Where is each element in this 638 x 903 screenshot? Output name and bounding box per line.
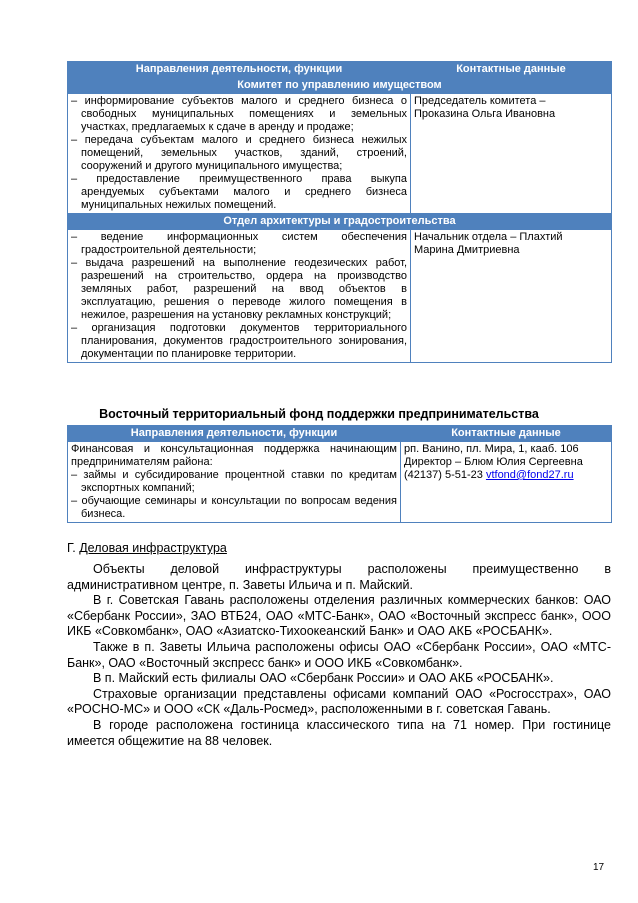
header-functions: Направления деятельности, функции	[68, 426, 401, 442]
contact-cell	[411, 230, 612, 363]
section-title: Деловая инфраструктура	[79, 541, 227, 555]
header-contacts: Контактные данные	[401, 426, 612, 442]
contact-person: Проказина Ольга Ивановна	[414, 108, 556, 120]
fond-title: Восточный территориальный фонд поддержки предпринимательства	[99, 407, 539, 421]
section-title-property-committee: Комитет по управлению имуществом	[68, 78, 612, 94]
contact-position: Начальник отдела – Плахтий	[414, 231, 563, 243]
section-letter: Г.	[67, 541, 76, 555]
section-heading	[67, 541, 227, 555]
contact-cell	[401, 442, 612, 523]
function-item: – обучающие семинары и консультации по вопросам ведения бизнеса.	[71, 495, 397, 521]
contact-cell	[411, 94, 612, 214]
functions-cell	[68, 94, 411, 214]
page-number: 17	[593, 862, 605, 873]
function-item: – займы и субсидирование процентной ставки по кредитам экспортных компаний;	[71, 469, 397, 495]
departments-table	[67, 61, 612, 363]
paragraph: Страховые организации представлены офисами компаний ОАО «Росгосстрах», ОАО «РОСНО-МС» и ООО «СК «Даль-Росмед», расположенными в г. советская Гавань.	[67, 686, 611, 717]
contact-address: рп. Ванино, пл. Мира, 1, кааб. 106	[404, 443, 579, 455]
contact-director: Директор – Блюм Юлия Сергеевна	[404, 456, 583, 468]
functions-cell	[68, 442, 401, 523]
paragraph: В г. Советская Гавань расположены отделения различных коммерческих банков: ОАО «Сбербанк России», ЗАО ВТБ24, ОАО «МТС-Банк», ОАО «Восточный экспресс банк», ООО ИКБ «Совкомбанк», ОАО «Азиатско-Тихоокеанский Банк» и ОАО АКБ «РОСБАНК».	[67, 593, 611, 639]
function-item: – ведение информационных систем обеспечения градостроительной деятельности;	[71, 231, 407, 257]
functions-cell	[68, 230, 411, 363]
function-intro: Финансовая и консультационная поддержка начинающим предпринимателям района:	[71, 443, 397, 468]
paragraph: Также в п. Заветы Ильича расположены офисы ОАО «Сбербанк России», ОАО «МТС-Банк», ОАО «Восточный экспресс банк» и ООО ИКБ «Совкомбанк».	[67, 639, 611, 670]
function-item: – передача субъектам малого и среднего бизнеса нежилых помещений, земельных участков, зданий, строений, сооружений и другого муниципального имущества;	[71, 134, 407, 173]
section-row	[68, 78, 612, 94]
table-header-row	[68, 426, 612, 442]
paragraph: Объекты деловой инфраструктуры расположены преимущественно в административном центре, п. Заветы Ильича и п. Майский.	[67, 562, 611, 592]
section-row	[68, 214, 612, 230]
header-contacts: Контактные данные	[411, 62, 612, 78]
contact-person: Марина Дмитриевна	[414, 244, 520, 256]
function-item: – выдача разрешений на выполнение геодезических работ, разрешений на строительство, ордера на производство земляных работ, разрешений на ввод объектов в эксплуатацию, решения о переводе жилого помещения в нежилое, разрешения на установку рекламных конструкций;	[71, 257, 407, 322]
header-functions: Направления деятельности, функции	[68, 62, 411, 78]
contact-position: Председатель комитета –	[414, 95, 546, 107]
table-row	[68, 94, 612, 214]
function-item: – организация подготовки документов территориального планирования, документов градостроительного зонирования, документации по планировке территории.	[71, 322, 407, 361]
table-row	[68, 230, 612, 363]
table-header-row	[68, 62, 612, 78]
contact-phone-email	[404, 469, 608, 482]
table-row	[68, 442, 612, 523]
contact-phone: (42137) 5-51-23	[404, 469, 483, 481]
fond-table	[67, 425, 612, 523]
paragraph: В городе расположена гостиница классического типа на 71 номер. При гостинице имеется общежитие на 88 человек.	[67, 717, 611, 748]
paragraph: В п. Майский есть филиалы ОАО «Сбербанк России» и ОАО АКБ «РОСБАНК».	[93, 671, 554, 686]
email-link[interactable]: vtfond@fond27.ru	[485, 469, 574, 481]
function-item: – предоставление преимущественного права выкупа арендуемых субъектами малого и среднего бизнеса муниципальных нежилых помещений.	[71, 173, 407, 212]
function-item: – информирование субъектов малого и среднего бизнеса о свободных муниципальных помещениях и земельных участках, предлагаемых к сдаче в аренду и продаже;	[71, 95, 407, 134]
body-text	[67, 562, 611, 749]
section-title-architecture: Отдел архитектуры и градостроительства	[68, 214, 612, 230]
